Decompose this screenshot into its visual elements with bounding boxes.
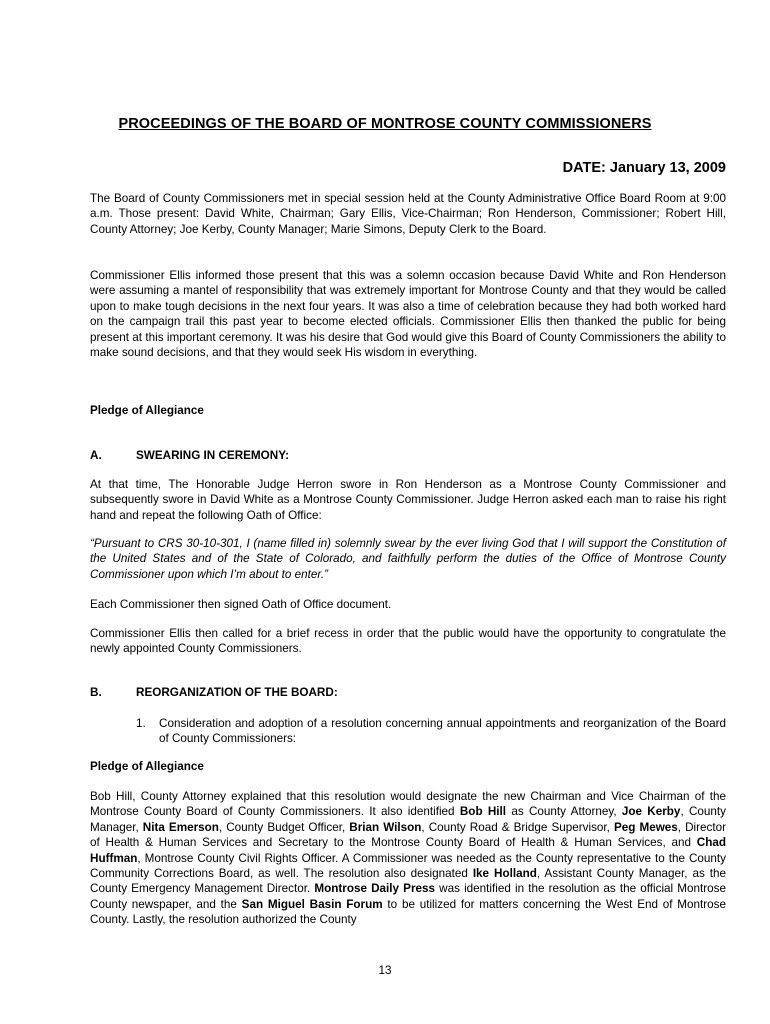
ellis-remarks-paragraph: Commissioner Ellis informed those present that this was a solemn occasion because David White and Ron Henderson were assuming a mantel of responsibility that was extremely important for Montrose County and that they would be called upon to make tough decisions in the next four years. It was also a time of celebration because they had both worked hard on the campaign trail this past year to become elected officials. Commissioner Ellis then thanked the public for being present at this important ceremony. It was his desire that God would give this Board of County Commissioners the ability to make sound decisions, and that they would seek His wisdom in everything. xyxy=(90,269,726,360)
text-run: , County Road & Bridge Supervisor, xyxy=(421,820,614,834)
text-run: as County Attorney, xyxy=(506,805,622,819)
page-title: PROCEEDINGS OF THE BOARD OF MONTROSE COUNTY COMMISSIONERS xyxy=(118,116,652,132)
name-bob-hill: Bob Hill xyxy=(459,805,507,819)
text-run: , County Manager, xyxy=(90,805,727,834)
recess-paragraph: Commissioner Ellis then called for a brief recess in order that the public would have the opportunity to congratulate the newly appointed County Commissioners. xyxy=(90,627,726,656)
list-item xyxy=(136,716,726,747)
list-item-text: Consideration and adoption of a resolution concerning annual appointments and reorganization of the Board of County Commissioners: xyxy=(159,717,726,746)
section-a-title: SWEARING IN CEREMONY: xyxy=(136,449,290,462)
name-ike-holland: Ike Holland xyxy=(472,867,537,881)
name-san-miguel-basin-forum: San Miguel Basin Forum xyxy=(241,897,383,911)
page-number: 13 xyxy=(378,964,392,977)
signed-paragraph: Each Commissioner then signed Oath of Office document. xyxy=(90,598,392,611)
text-run: , Assistant County Manager, as the County Emergency Management Director. xyxy=(90,867,726,896)
section-a-letter: A. xyxy=(90,449,102,462)
name-chad-huffman: Chad Huffman xyxy=(90,836,726,865)
text-run: , Director of Health & Human Services and Secretary to the Montrose County Board of Health & Human Services, and xyxy=(90,820,726,850)
meeting-date: DATE: January 13, 2009 xyxy=(562,160,726,176)
text-run: to be utilized for matters concerning the West End of Montrose County. Lastly, the resolution authorized the County xyxy=(90,897,727,927)
pledge-heading-2: Pledge of Allegiance xyxy=(90,760,204,773)
name-peg-mewes: Peg Mewes xyxy=(613,820,678,834)
resolution-paragraph xyxy=(90,789,726,928)
name-nita-emerson: Nita Emerson xyxy=(142,820,219,834)
section-b-title: REORGANIZATION OF THE BOARD: xyxy=(136,686,338,699)
list-item-number: 1. xyxy=(136,717,146,730)
session-paragraph: The Board of County Commissioners met in special session held at the County Administrative Office Board Room at 9:00 a.m. Those present: David White, Chairman; Gary Ellis, Vice-Chairman; Ron Henderson, Commissioner; Robert Hill, County Attorney; Joe Kerby, County Manager; Marie Simons, Deputy Clerk to the Board. xyxy=(90,192,726,236)
swearing-paragraph: At that time, The Honorable Judge Herron swore in Ron Henderson as a Montrose County Commissioner and subsequently swore in David White as a Montrose County Commissioner. Judge Herron asked each man to raise his right hand and repeat the following Oath of Office: xyxy=(90,478,726,522)
text-run: Bob Hill, County Attorney explained that this resolution would designate the new Chairman and Vice Chairman of the Montrose County Board of County Commissioners. It also identified xyxy=(90,790,726,819)
name-brian-wilson: Brian Wilson xyxy=(349,820,422,834)
oath-quote: “Pursuant to CRS 30-10-301, I (name filled in) solemnly swear by the ever living God that I will support the Constitution of the United States and of the State of Colorado, and faithfully perform the duties of the Office of Montrose County Commissioner upon which I’m about to enter.” xyxy=(90,537,726,581)
section-b-letter: B. xyxy=(90,686,102,699)
pledge-heading-1: Pledge of Allegiance xyxy=(90,404,204,417)
name-montrose-daily-press: Montrose Daily Press xyxy=(314,882,436,896)
text-run: , Montrose County Civil Rights Officer. A Commissioner was needed as the County representative to the County Community Corrections Board, as well. The resolution also designated xyxy=(90,851,726,881)
name-joe-kerby: Joe Kerby xyxy=(621,805,681,819)
text-run: was identified in the resolution as the official Montrose County newspaper, and the xyxy=(90,882,726,911)
text-run: , County Budget Officer, xyxy=(218,820,350,834)
